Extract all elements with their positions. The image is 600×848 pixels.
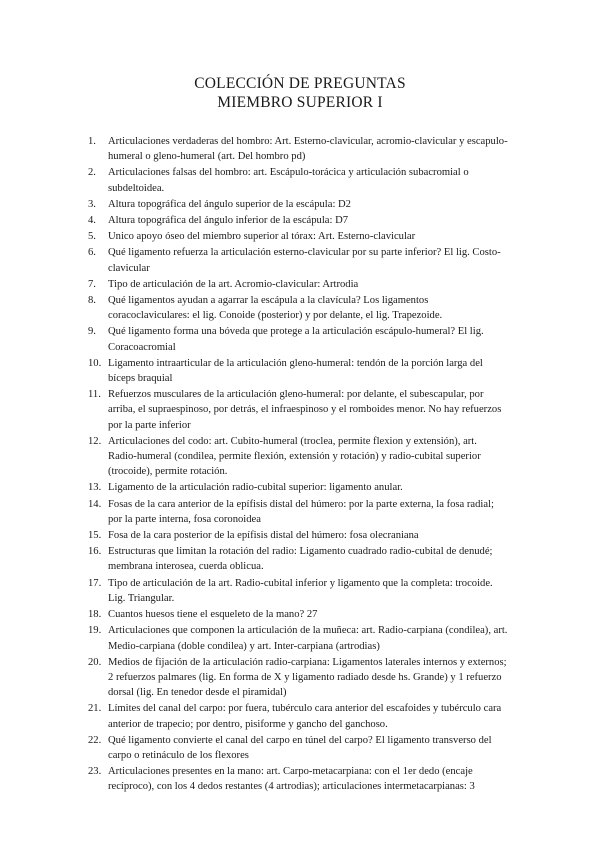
question-item <box>88 701 508 731</box>
question-number: 12. <box>88 435 102 447</box>
question-item <box>88 387 508 433</box>
question-number: 10. <box>88 357 102 369</box>
question-list <box>88 134 508 796</box>
question-number: 9. <box>88 326 96 338</box>
question-item <box>88 733 508 763</box>
question-number: 16. <box>88 546 102 558</box>
question-text: Fosa de la cara posterior de la epífisis distal del húmero: fosa olecraniana <box>108 530 419 542</box>
question-text: Refuerzos musculares de la articulación gleno-humeral: por delante, el subescapular, por arriba, el supraespinoso, por detrás, el infraespinoso y el romboides menor. No hay refuerzos por la parte inferior <box>108 389 502 431</box>
question-item <box>88 764 508 794</box>
question-item <box>88 497 508 527</box>
question-number: 22. <box>88 734 102 746</box>
question-number: 4. <box>88 215 96 227</box>
question-item <box>88 655 508 701</box>
question-number: 21. <box>88 703 102 715</box>
question-item <box>88 356 508 386</box>
question-text: Articulaciones del codo: art. Cubito-humeral (troclea, permite flexion y extensión), art. Radio-humeral (condilea, permite flexión, extensión y rotación) y radio-cubital superior (trocoide), permite rotación. <box>108 435 481 478</box>
question-item <box>88 434 508 480</box>
question-number: 2. <box>88 167 96 179</box>
question-item <box>88 277 508 292</box>
question-number: 5. <box>88 231 96 243</box>
question-number: 14. <box>88 498 102 510</box>
question-number: 8. <box>88 295 96 307</box>
question-text: Ligamento intraarticular de la articulación gleno-humeral: tendón de la porción larga del bíceps braquial <box>108 357 483 385</box>
question-text: Altura topográfica del ángulo inferior de la escápula: D7 <box>108 215 349 227</box>
question-number: 6. <box>88 247 96 259</box>
question-number: 1. <box>88 136 96 147</box>
question-number: 13. <box>88 482 102 494</box>
question-text: Articulaciones que componen la articulación de la muñeca: art. Radio-carpiana (condilea), art. Medio-carpiana (doble condilea) y art. Inter-carpiana (artrodias) <box>108 625 508 652</box>
question-item <box>88 213 508 228</box>
question-item <box>88 544 508 574</box>
question-text: Articulaciones falsas del hombro: art. Escápulo-torácica y articulación subacromial o subdeltoidea. <box>108 167 469 194</box>
question-number: 18. <box>88 609 102 621</box>
question-text: Medios de fijación de la articulación radio-carpiana: Ligamentos laterales internos y externos; 2 refuerzos palmares (lig. En forma de X y ligamento radiado desde hs. Grande) y 1 refuerzo dorsal (lig. En tenedor desde el piramidal) <box>108 656 507 699</box>
question-number: 20. <box>88 656 102 668</box>
question-text: Tipo de articulación de la art. Acromio-clavicular: Artrodia <box>108 278 359 290</box>
document-subtitle: MIEMBRO SUPERIOR I <box>217 94 383 111</box>
question-item <box>88 293 508 323</box>
question-item <box>88 197 508 212</box>
question-text: Cuantos huesos tiene el esqueleto de la mano? 27 <box>108 609 318 621</box>
question-number: 3. <box>88 198 96 210</box>
question-text: Límites del canal del carpo: por fuera, tubérculo cara anterior del escafoides y tubérculo cara anterior de trapecio; por dentro, pisiforme y gancho del ganchoso. <box>108 703 502 730</box>
question-item <box>88 324 508 354</box>
question-item <box>88 607 508 622</box>
question-number: 23. <box>88 766 102 778</box>
question-text: Altura topográfica del ángulo superior de la escápula: D2 <box>108 198 351 210</box>
question-text: Articulaciones presentes en la mano: art. Carpo-metacarpiana: con el 1er dedo (encaje recíproco), con los 4 dedos restantes (4 artrodias); articulaciones intermetacarpianas: 3 <box>108 766 475 793</box>
question-text: Unico apoyo óseo del miembro superior al tórax: Art. Esterno-clavicular <box>108 231 416 243</box>
question-number: 7. <box>88 278 96 290</box>
document-title: COLECCIÓN DE PREGUNTAS <box>194 75 406 92</box>
question-item <box>88 229 508 244</box>
question-item <box>88 245 508 275</box>
question-item <box>88 165 508 195</box>
question-text: Qué ligamento convierte el canal del carpo en túnel del carpo? El ligamento transverso del carpo o retináculo de los flexores <box>108 734 492 761</box>
question-text: Qué ligamentos ayudan a agarrar la escápula a la clavícula? Los ligamentos coracoclaviculares: el lig. Conoide (posterior) y por delante, el lig. Trapezoide. <box>108 295 443 322</box>
question-item <box>88 528 508 543</box>
question-text: Qué ligamento refuerza la articulación esterno-clavicular por su parte inferior? El lig. Costo-clavicular <box>108 247 501 274</box>
question-item <box>88 623 508 653</box>
question-number: 17. <box>88 577 102 589</box>
question-text: Qué ligamento forma una bóveda que protege a la articulación escápulo-humeral? El lig. Coracoacromial <box>108 326 484 353</box>
question-number: 11. <box>88 389 101 401</box>
question-number: 19. <box>88 625 102 637</box>
question-text: Ligamento de la articulación radio-cubital superior: ligamento anular. <box>108 482 403 494</box>
question-text: Fosas de la cara anterior de la epífisis distal del húmero: por la parte externa, la fosa radial; por la parte interna, fosa coronoidea <box>108 498 494 525</box>
question-number: 15. <box>88 530 102 542</box>
question-item <box>88 480 508 495</box>
question-text: Articulaciones verdaderas del hombro: Art. Esterno-clavicular, acromio-clavicular y escapulo-humeral o gleno-humeral (art. Del hombro pd) <box>108 136 508 163</box>
question-item <box>88 576 508 606</box>
title-block <box>0 74 600 112</box>
question-text: Tipo de articulación de la art. Radio-cubital inferior y ligamento que la completa: trocoide. Lig. Triangular. <box>108 577 493 604</box>
question-text: Estructuras que limitan la rotación del radio: Ligamento cuadrado radio-cubital de denudé; membrana interosea, cuerda oblicua. <box>108 546 493 573</box>
question-item <box>88 134 508 164</box>
